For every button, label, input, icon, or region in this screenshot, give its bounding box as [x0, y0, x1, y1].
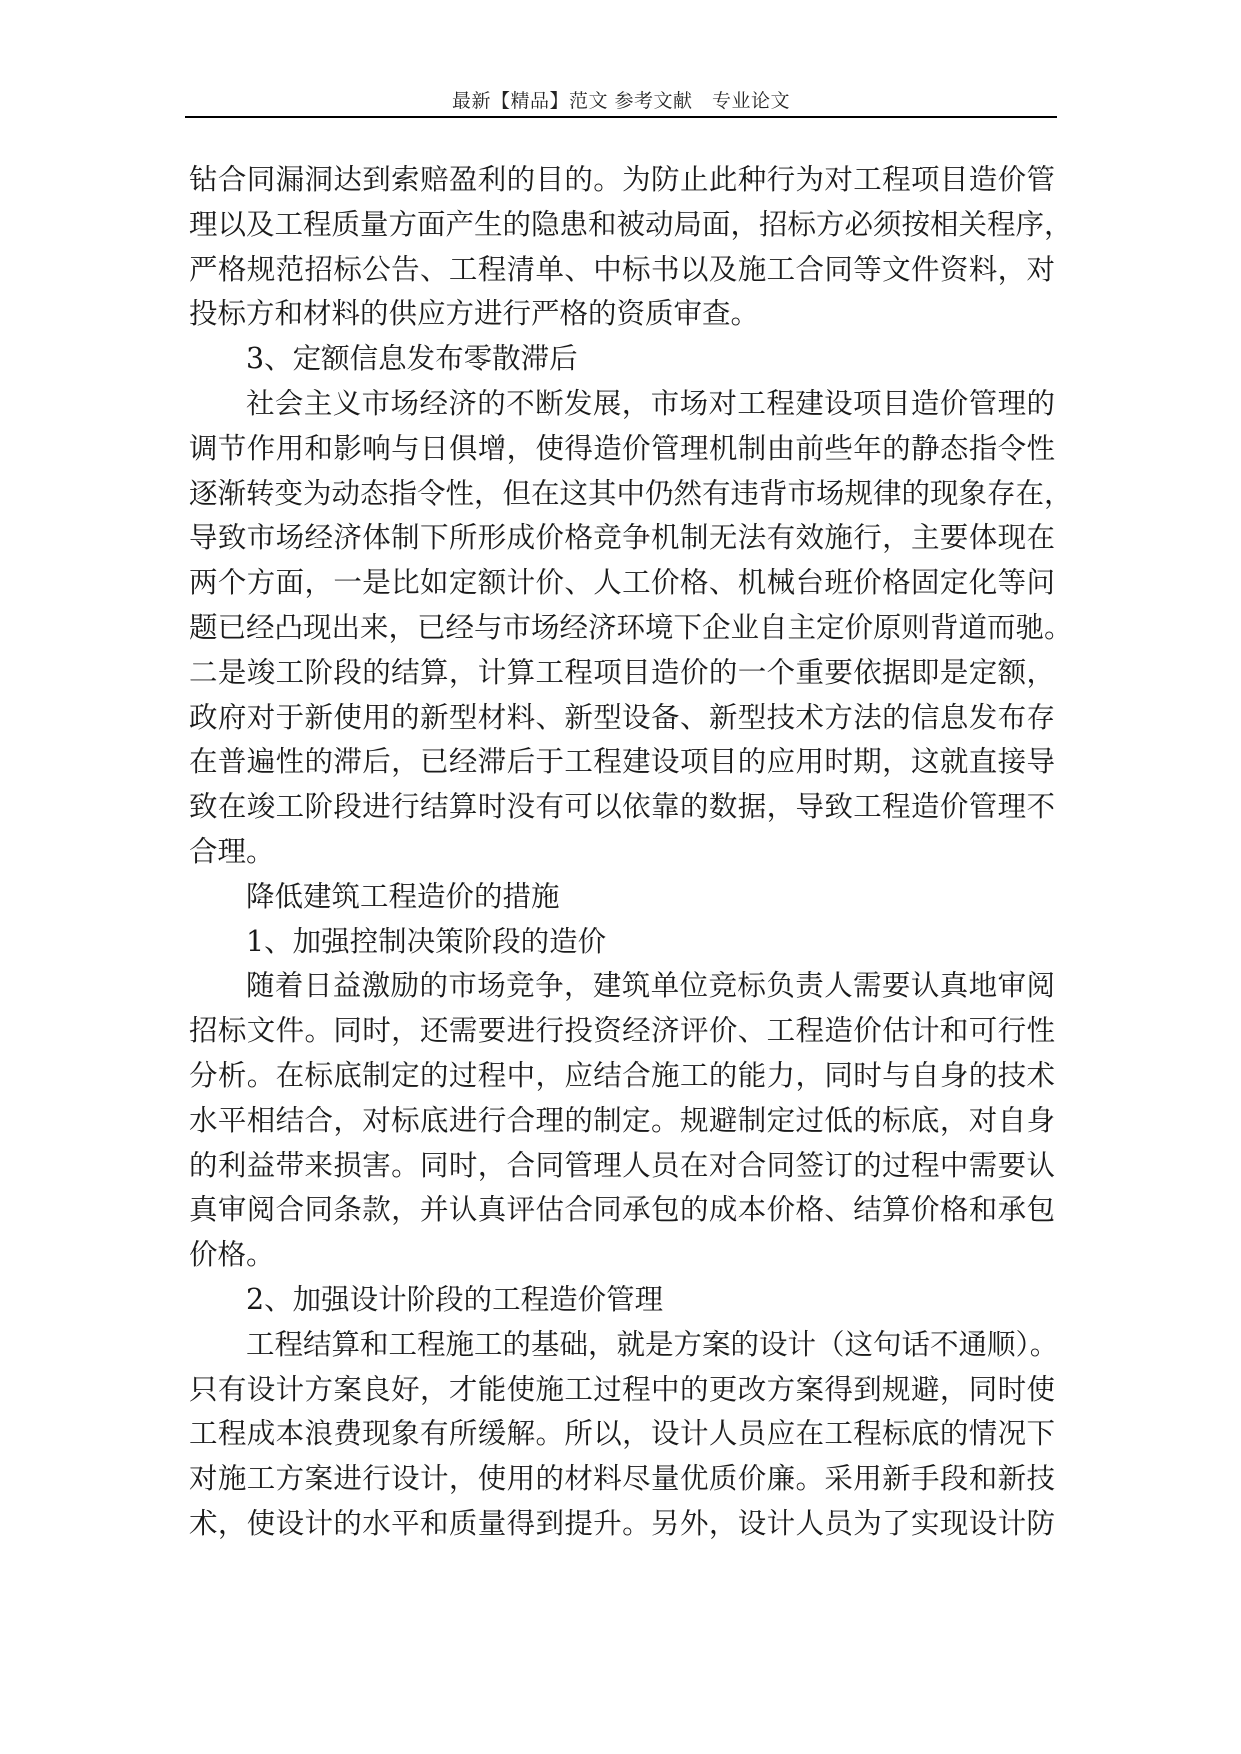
- page-header: 最新【精品】范文 参考文献 专业论文: [451, 90, 791, 112]
- text-line: 导致市场经济体制下所形成价格竞争机制无法有效施行，主要体现在: [189, 521, 1055, 555]
- text-line: 理以及工程质量方面产生的隐患和被动局面，招标方必须按相关程序，: [189, 207, 1073, 241]
- text-line: 的利益带来损害。同时，合同管理人员在对合同签订的过程中需要认: [189, 1148, 1055, 1182]
- text-line: 调节作用和影响与日俱增，使得造价管理机制由前些年的静态指令性: [189, 431, 1055, 465]
- text-line: 社会主义市场经济的不断发展，市场对工程建设项目造价管理的: [246, 386, 1055, 420]
- text-line: 随着日益激励的市场竞争，建筑单位竞标负责人需要认真地审阅: [246, 969, 1055, 1003]
- text-line: 工程成本浪费现象有所缓解。所以，设计人员应在工程标底的情况下: [189, 1417, 1055, 1451]
- text-line: 价格。: [189, 1238, 275, 1272]
- section-heading: 降低建筑工程造价的措施: [246, 879, 560, 913]
- text-line: 逐渐转变为动态指令性，但在这其中仍然有违背市场规律的现象存在，: [189, 476, 1073, 510]
- text-line: 二是竣工阶段的结算，计算工程项目造价的一个重要依据即是定额，: [189, 655, 1055, 689]
- text-line: 招标文件。同时，还需要进行投资经济评价、工程造价估计和可行性: [189, 1014, 1055, 1048]
- text-line: 致在竣工阶段进行结算时没有可以依靠的数据，导致工程造价管理不: [189, 790, 1055, 824]
- text-line: 术，使设计的水平和质量得到提升。另外，设计人员为了实现设计防: [189, 1506, 1055, 1540]
- text-line: 只有设计方案良好，才能使施工过程中的更改方案得到规避，同时使: [189, 1372, 1055, 1406]
- document-body: [189, 158, 1073, 1547]
- text-line: 题已经凸现出来，已经与市场经济环境下企业自主定价原则背道而驰。: [189, 610, 1073, 644]
- text-line: 水平相结合，对标底进行合理的制定。规避制定过低的标底，对自身: [189, 1103, 1055, 1137]
- text-line: 钻合同漏洞达到索赔盈利的目的。为防止此种行为对工程项目造价管: [189, 163, 1055, 196]
- section-heading: 3、定额信息发布零散滞后: [246, 342, 578, 376]
- text-line: 严格规范招标公告、工程清单、中标书以及施工合同等文件资料，对: [189, 252, 1055, 286]
- text-line: 工程结算和工程施工的基础，就是方案的设计（这句话不通顺）。: [246, 1327, 1059, 1361]
- text-line: 合理。: [189, 834, 275, 868]
- text-line: 两个方面，一是比如定额计价、人工价格、机械台班价格固定化等问: [189, 566, 1055, 600]
- text-line: 政府对于新使用的新型材料、新型设备、新型技术方法的信息发布存: [189, 700, 1055, 734]
- text-line: 在普遍性的滞后，已经滞后于工程建设项目的应用时期，这就直接导: [189, 745, 1055, 779]
- text-line: 真审阅合同条款，并认真评估合同承包的成本价格、结算价格和承包: [189, 1193, 1055, 1227]
- text-line: 投标方和材料的供应方进行严格的资质审查。: [189, 297, 760, 331]
- section-heading: 1、加强控制决策阶段的造价: [246, 924, 607, 958]
- section-heading: 2、加强设计阶段的工程造价管理: [246, 1282, 664, 1316]
- text-line: 对施工方案进行设计，使用的材料尽量优质价廉。采用新手段和新技: [189, 1462, 1055, 1496]
- header-divider: [185, 116, 1057, 118]
- text-line: 分析。在标底制定的过程中，应结合施工的能力，同时与自身的技术: [189, 1058, 1055, 1092]
